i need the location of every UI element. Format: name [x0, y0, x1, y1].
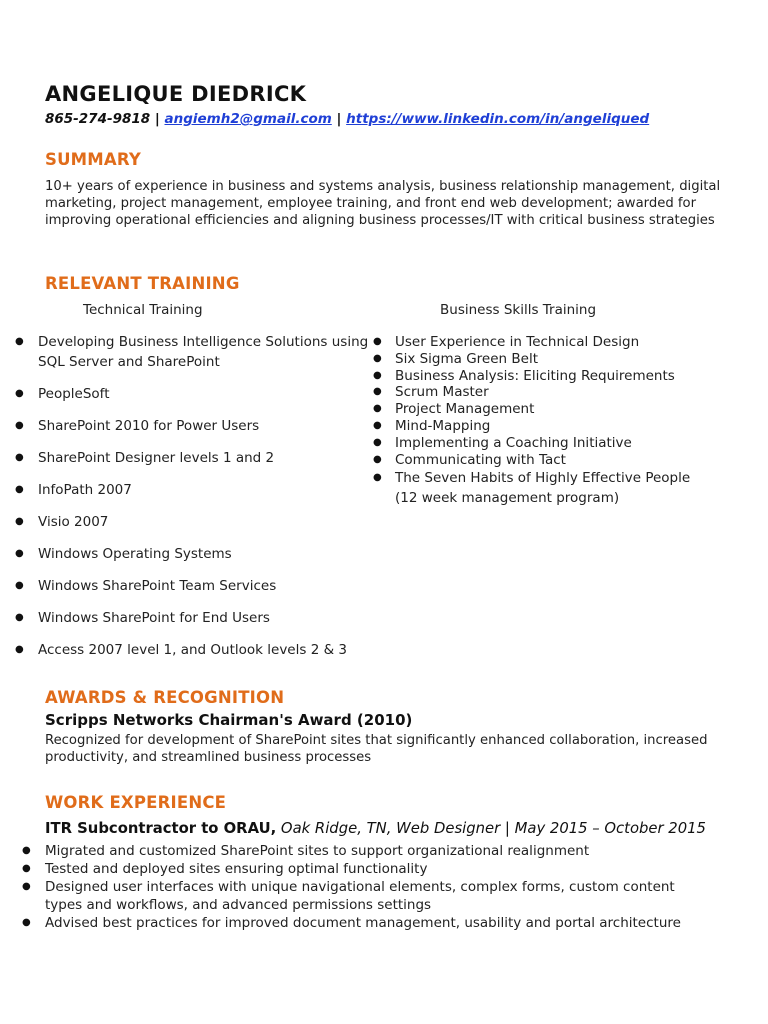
- summary-heading: SUMMARY: [45, 150, 142, 169]
- list-item: ● Advised best practices for improved document management, usability and portal architecture: [19, 914, 709, 932]
- list-item: ● InfoPath 2007: [0, 480, 378, 500]
- awards-heading: AWARDS & RECOGNITION: [45, 688, 285, 707]
- list-item: ● Migrated and customized SharePoint sites to support organizational realignment: [19, 842, 709, 860]
- list-item: ● Designed user interfaces with unique navigational elements, complex forms, custom content types and workflows, and advanced permissions settings: [19, 878, 709, 914]
- list-item: ● Access 2007 level 1, and Outlook levels 2 & 3: [0, 640, 378, 660]
- list-item: ● Scrum Master: [373, 384, 708, 401]
- separator: |: [331, 111, 347, 127]
- email-link[interactable]: angiemh2@gmail.com: [164, 111, 332, 127]
- list-item: ● Six Sigma Green Belt: [373, 351, 708, 368]
- list-item: ● The Seven Habits of Highly Effective People (12 week management program): [373, 468, 708, 508]
- technical-training-list: [0, 332, 378, 672]
- linkedin-link[interactable]: https://www.linkedin.com/in/angeliqued: [346, 111, 650, 127]
- job-title-line: [45, 820, 706, 837]
- job-company: ITR Subcontractor to ORAU,: [45, 820, 277, 837]
- work-experience-heading: WORK EXPERIENCE: [45, 793, 227, 812]
- list-item: ● Developing Business Intelligence Solutions using SQL Server and SharePoint: [0, 332, 378, 372]
- summary-text: 10+ years of experience in business and systems analysis, business relationship management, digital marketing, project management, employee training, and front end web development; awarded for improving operational efficiencies and aligning business processes/IT with critical business strategies: [45, 179, 721, 228]
- business-skills-training-list: [373, 334, 708, 508]
- separator: |: [150, 111, 165, 127]
- list-item: ● SharePoint 2010 for Power Users: [0, 416, 378, 436]
- phone-number: 865-274-9818: [45, 111, 151, 127]
- list-item: ● Mind-Mapping: [373, 418, 708, 435]
- list-item: ● User Experience in Technical Design: [373, 334, 708, 351]
- job-details: Oak Ridge, TN, Web Designer | May 2015 – October 2015: [276, 820, 706, 837]
- business-skills-training-heading: Business Skills Training: [440, 302, 597, 318]
- list-item: ● Implementing a Coaching Initiative: [373, 435, 708, 452]
- job-responsibilities-list: [19, 842, 709, 932]
- contact-line: [45, 111, 649, 127]
- award-title: Scripps Networks Chairman's Award (2010): [45, 711, 413, 729]
- list-item: ● Communicating with Tact: [373, 452, 708, 469]
- technical-training-heading: Technical Training: [83, 302, 203, 318]
- list-item: ● Windows SharePoint for End Users: [0, 608, 378, 628]
- list-item: ● SharePoint Designer levels 1 and 2: [0, 448, 378, 468]
- list-item: ● PeopleSoft: [0, 384, 378, 404]
- list-item: ● Tested and deployed sites ensuring optimal functionality: [19, 860, 709, 878]
- list-item: ● Business Analysis: Eliciting Requirements: [373, 368, 708, 385]
- list-item: ● Windows SharePoint Team Services: [0, 576, 378, 596]
- list-item: ● Project Management: [373, 401, 708, 418]
- list-item: ● Windows Operating Systems: [0, 544, 378, 564]
- candidate-name: ANGELIQUE DIEDRICK: [45, 82, 307, 106]
- award-description: Recognized for development of SharePoint sites that significantly enhanced collaboration, increased productivity, and streamlined business processes: [45, 733, 708, 765]
- list-item: ● Visio 2007: [0, 512, 378, 532]
- training-heading: RELEVANT TRAINING: [45, 274, 240, 293]
